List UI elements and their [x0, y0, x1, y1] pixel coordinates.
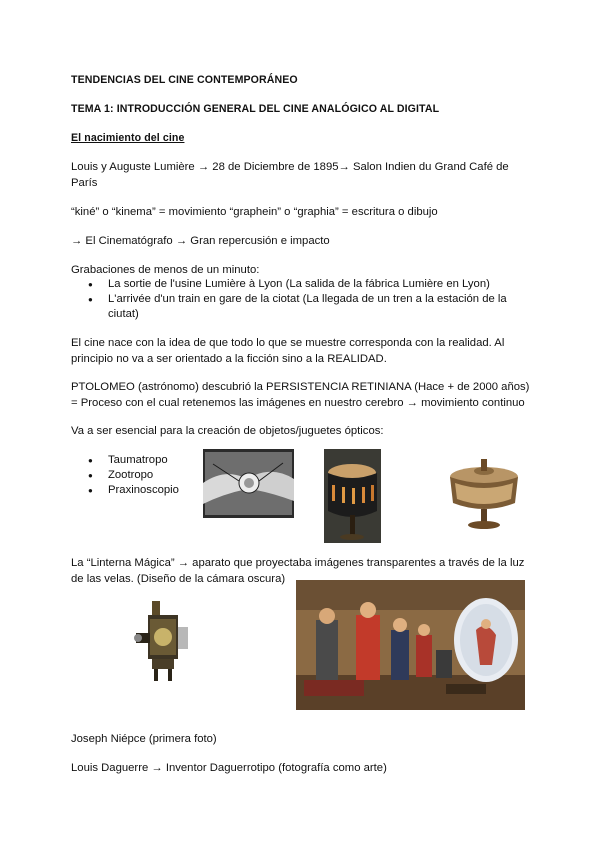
- list-item: ● La sortie de l'usine Lumière à Lyon (La salida de la fábrica Lumière en Lyon): [88, 277, 518, 292]
- paragraph-lumiere: Louis y Auguste Lumière → 28 de Diciembre de 1895→ Salon Indien du Grand Café de París: [71, 161, 509, 189]
- films-list: [88, 277, 518, 322]
- paragraph-etymology: “kiné” o “kinema” = movimiento “graphein” o “graphia” = escritura o dibujo: [71, 206, 438, 218]
- magic-lantern-image: [134, 597, 190, 687]
- list-item: ● Zootropo: [88, 468, 188, 483]
- list-item: ● Praxinoscopio: [88, 483, 188, 498]
- praxinoscope-image: [441, 449, 526, 534]
- paragraph-niepce: Joseph Niépce (primera foto): [71, 733, 217, 745]
- magic-lantern-scene-image: [296, 580, 525, 710]
- chapter-title: TEMA 1: INTRODUCCIÓN GENERAL DEL CINE ANALÓGICO AL DIGITAL: [71, 103, 440, 115]
- document-title: TENDENCIAS DEL CINE CONTEMPORÁNEO: [71, 74, 298, 86]
- paragraph-daguerre: Louis Daguerre → Inventor Daguerrotipo (fotografía como arte): [71, 762, 387, 774]
- thaumatrope-image: [203, 449, 294, 518]
- zootrope-image: [324, 449, 381, 543]
- paragraph-reality: El cine nace con la idea de que todo lo que se muestre corresponda con la realidad. Al principio no va a ser orientado a la ficción sino a la REALIDAD.: [71, 337, 505, 365]
- section-heading: El nacimiento del cine: [71, 132, 185, 144]
- paragraph-optical-toys: Va a ser esencial para la creación de objetos/juguetes ópticos:: [71, 425, 384, 437]
- paragraph-magic-lantern: La “Linterna Mágica” → aparato que proyectaba imágenes transparentes a través de la luz de las velas. (Diseño de la cámara oscura): [71, 557, 525, 585]
- optical-toys-list: [88, 453, 188, 498]
- paragraph-recordings: Grabaciones de menos de un minuto:: [71, 264, 260, 276]
- list-item: ● Taumatropo: [88, 453, 188, 468]
- list-item: ● L'arrivée d'un train en gare de la ciotat (La llegada de un tren a la estación de la ciutat): [88, 292, 518, 322]
- paragraph-ptolomeo: PTOLOMEO (astrónomo) descubrió la PERSISTENCIA RETINIANA (Hace + de 2000 años) = Proceso con el cual retenemos las imágenes en nuestro cerebro → movimiento continuo: [71, 381, 530, 409]
- paragraph-cinematograph: → El Cinematógrafo → Gran repercusión e impacto: [71, 235, 330, 247]
